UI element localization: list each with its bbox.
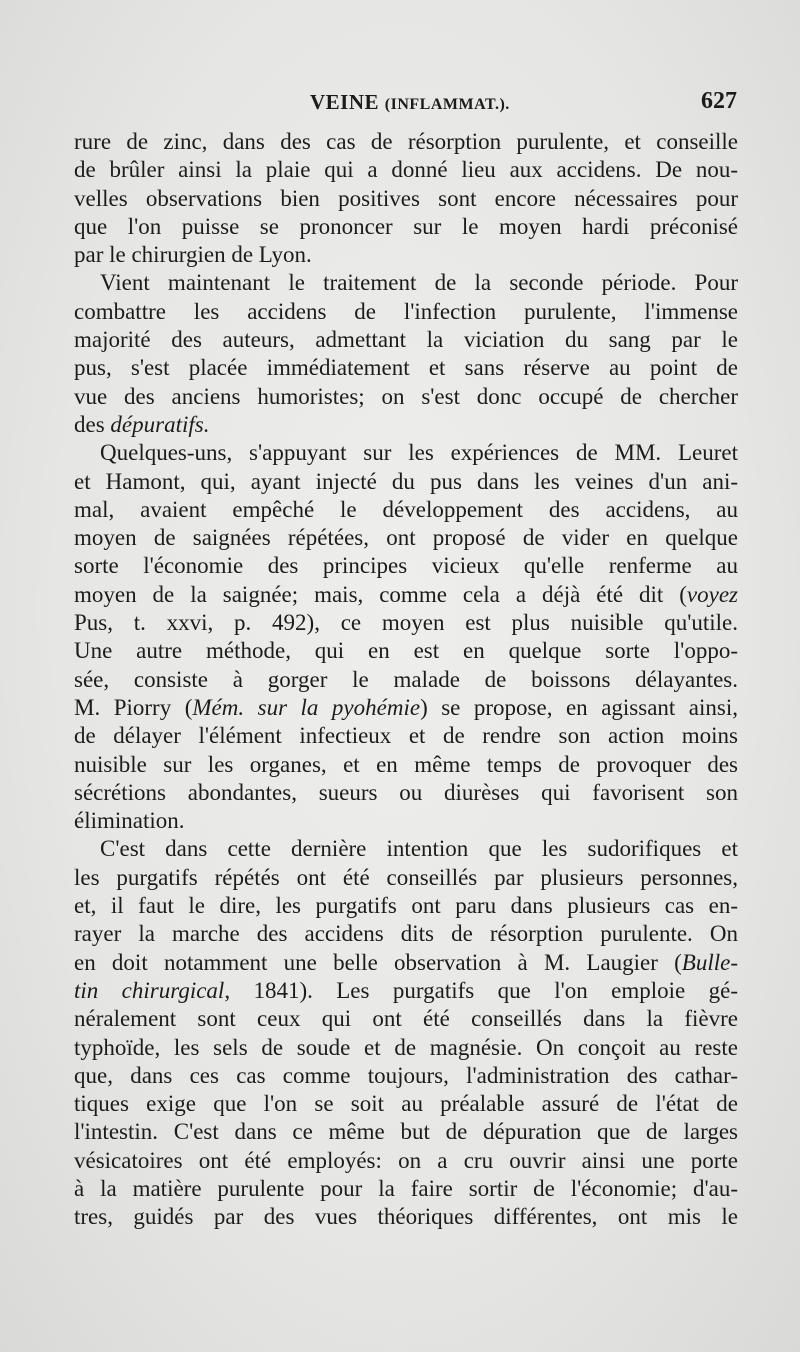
- text-line: [74, 1090, 738, 1118]
- text-segment: de brûler ainsi la plaie qui a donné lieu aux accidens. De nou-: [74, 157, 738, 183]
- text-segment: sorte l'économie des principes vicieux qu'elle renferme au: [74, 553, 738, 579]
- text-line: [74, 637, 738, 665]
- running-head-main: VEINE: [310, 90, 380, 114]
- text-line: [74, 807, 738, 835]
- text-line: [74, 751, 738, 779]
- text-segment: M. Piorry (: [74, 694, 193, 720]
- text-line: [74, 354, 738, 382]
- text-line: [74, 552, 738, 580]
- text-segment: combattre les accidens de l'infection purulente, l'immense: [74, 298, 738, 324]
- text-segment: Vient maintenant le traitement de la seconde période. Pour: [100, 270, 738, 296]
- text-segment: typhoïde, les sels de soude et de magnésie. On conçoit au reste: [74, 1034, 738, 1060]
- page-header: [74, 88, 737, 128]
- italic-segment: tin chirurgical: [74, 977, 225, 1003]
- text-segment: élimination.: [74, 808, 185, 834]
- text-line: [74, 1118, 738, 1146]
- text-line: [74, 1062, 738, 1090]
- text-segment: pus, s'est placée immédiatement et sans réserve au point de: [74, 355, 738, 381]
- running-head-sub: (INFLAMMAT.).: [384, 96, 510, 113]
- text-line: [74, 213, 738, 241]
- text-line: [74, 128, 738, 156]
- text-segment: sécrétions abondantes, sueurs ou diurèses qui favorisent son: [74, 779, 738, 805]
- text-segment: et Hamont, qui, ayant injecté du pus dans les veines d'un ani-: [74, 468, 738, 494]
- text-line: [74, 524, 738, 552]
- text-segment: par le chirurgien de Lyon.: [74, 242, 312, 268]
- text-line: [74, 1005, 738, 1033]
- text-line: [74, 977, 738, 1005]
- text-segment: moyen de la saignée; mais, comme cela a déjà été dit (: [74, 581, 687, 607]
- text-segment: en doit notamment une belle observation à M. Laugier (: [74, 949, 682, 975]
- text-line: [74, 1034, 738, 1062]
- text-segment: tiques exige que l'on se soit au préalable assuré de l'état de: [74, 1091, 738, 1117]
- text-line: [74, 666, 738, 694]
- text-line: [74, 185, 738, 213]
- text-segment: que l'on puisse se prononcer sur le moyen hardi préconisé: [74, 213, 738, 239]
- text-segment: tres, guidés par des vues théoriques différentes, ont mis le: [74, 1204, 738, 1230]
- text-segment: de délayer l'élément infectieux et de rendre son action moins: [74, 723, 738, 749]
- text-segment: majorité des auteurs, admettant la viciation du sang par le: [74, 327, 738, 353]
- page-number: 627: [701, 88, 737, 114]
- text-segment: néralement sont ceux qui ont été conseillés dans la fièvre: [74, 1006, 738, 1032]
- text-segment: mal, avaient empêché le développement des accidens, au: [74, 496, 738, 522]
- text-line: [74, 411, 738, 439]
- text-line: [74, 722, 738, 750]
- text-segment: et, il faut le dire, les purgatifs ont paru dans plusieurs cas en-: [74, 893, 738, 919]
- text-line: [74, 864, 738, 892]
- text-line: [74, 241, 738, 269]
- text-line: [74, 496, 738, 524]
- italic-segment: dépuratifs.: [110, 411, 210, 437]
- text-segment: l'intestin. C'est dans ce même but de dépuration que de larges: [74, 1119, 738, 1145]
- text-line: [74, 1203, 738, 1231]
- text-line: [74, 468, 738, 496]
- text-segment: Pus, t. xxvi, p. 492), ce moyen est plus nuisible qu'utile.: [74, 610, 738, 636]
- running-head: [310, 90, 510, 115]
- text-line: [74, 1175, 738, 1203]
- text-segment: des: [74, 411, 111, 437]
- text-segment: vue des anciens humoristes; on s'est donc occupé de chercher: [74, 383, 738, 409]
- body-text: [74, 128, 738, 1232]
- text-segment: les purgatifs répétés ont été conseillés par plusieurs personnes,: [74, 864, 738, 890]
- text-line: [74, 581, 738, 609]
- text-line: [74, 892, 738, 920]
- text-line: [74, 949, 738, 977]
- text-line: [74, 779, 738, 807]
- text-segment: ) se propose, en agissant ainsi,: [420, 694, 738, 720]
- text-segment: Quelques-uns, s'appuyant sur les expériences de MM. Leuret: [100, 440, 738, 466]
- text-line: [74, 156, 738, 184]
- text-segment: velles observations bien positives sont encore nécessaires pour: [74, 185, 738, 211]
- text-line: [74, 439, 738, 467]
- text-line: [74, 298, 738, 326]
- text-segment: , 1841). Les purgatifs que l'on emploie gé-: [224, 977, 738, 1003]
- italic-segment: voyez: [686, 581, 738, 607]
- text-line: [74, 835, 738, 863]
- text-segment: moyen de saignées répétées, ont proposé de vider en quelque: [74, 525, 738, 551]
- text-segment: que, dans ces cas comme toujours, l'administration des cathar-: [74, 1062, 738, 1088]
- text-line: [74, 694, 738, 722]
- text-line: [74, 326, 738, 354]
- text-line: [74, 269, 738, 297]
- italic-segment: Mém. sur la pyohémie: [192, 694, 421, 720]
- text-line: [74, 1147, 738, 1175]
- text-segment: rayer la marche des accidens dits de résorption purulente. On: [74, 921, 738, 947]
- text-segment: à la matière purulente pour la faire sortir de l'économie; d'au-: [74, 1175, 738, 1201]
- text-segment: rure de zinc, dans des cas de résorption purulente, et conseille: [74, 129, 738, 154]
- text-line: [74, 609, 738, 637]
- italic-segment: Bulle-: [681, 949, 738, 975]
- text-segment: Une autre méthode, qui en est en quelque sorte l'oppo-: [74, 638, 738, 664]
- text-segment: nuisible sur les organes, et en même temps de provoquer des: [74, 751, 738, 777]
- text-segment: C'est dans cette dernière intention que les sudorifiques et: [100, 836, 738, 862]
- text-line: [74, 383, 738, 411]
- text-segment: sée, consiste à gorger le malade de boissons délayantes.: [74, 666, 738, 692]
- text-line: [74, 920, 738, 948]
- text-segment: vésicatoires ont été employés: on a cru ouvrir ainsi une porte: [74, 1147, 738, 1173]
